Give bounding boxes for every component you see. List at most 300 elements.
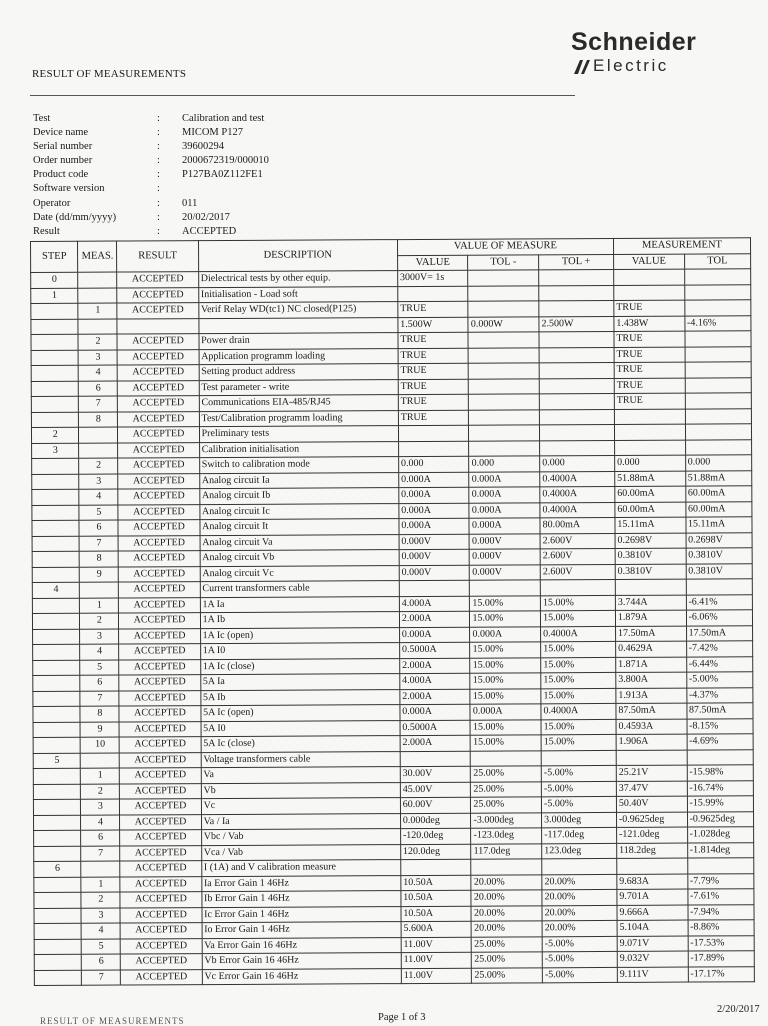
cell-m-value: 9.701A [617, 889, 688, 905]
cell-tol-plus: 0.4000A [540, 486, 615, 502]
cell-m-value [617, 858, 688, 874]
cell-m-value: TRUE [614, 393, 685, 409]
cell-tol-plus [539, 409, 614, 425]
cell-tol-minus [468, 301, 539, 317]
cell-result: ACCEPTED [119, 628, 200, 644]
cell-value: 2.000A [399, 611, 470, 627]
cell-meas: 3 [81, 908, 120, 924]
info-value: MICOM P127 [182, 127, 243, 139]
cell-tol-minus [468, 285, 539, 301]
cell-tol-plus: -5.00% [542, 951, 617, 967]
cell-result: ACCEPTED [118, 520, 199, 536]
cell-value: 3000V= 1s [397, 270, 468, 286]
table-row [34, 966, 754, 985]
cell-result: ACCEPTED [119, 675, 200, 691]
cell-tol-minus: 25.00% [472, 967, 543, 983]
info-label: Test [33, 113, 51, 124]
cell-step [31, 365, 79, 381]
cell-step [34, 892, 82, 908]
cell-tol-minus: 20.00% [471, 890, 542, 906]
cell-tol-plus: 0.4000A [540, 471, 615, 487]
info-value: 2000672319/000010 [182, 155, 269, 167]
cell-result [117, 318, 198, 334]
cell-step [34, 970, 82, 986]
footer-date: 2/20/2017 [717, 1004, 760, 1015]
cell-value: 30.00V [400, 766, 471, 782]
cell-tol-plus [539, 331, 614, 347]
cell-tol-plus: 15.00% [541, 610, 616, 626]
cell-m-tol [685, 424, 752, 440]
cell-step: 0 [31, 272, 79, 288]
cell-step [32, 474, 80, 490]
cell-m-value [614, 424, 685, 440]
cell-meas: 2 [79, 458, 118, 474]
cell-value: 45.00V [400, 782, 471, 798]
cell-m-value: 37.47V [616, 781, 687, 797]
cell-value: 0.000A [400, 704, 471, 720]
cell-tol-minus: 117.0deg [471, 843, 542, 859]
info-colon: : [157, 141, 160, 153]
cell-result: ACCEPTED [121, 954, 202, 970]
cell-description: Test/Calibration programm loading [199, 410, 398, 427]
cell-result: ACCEPTED [119, 551, 200, 567]
cell-tol-minus: 25.00% [471, 766, 542, 782]
cell-description: Analog circuit Va [200, 534, 399, 551]
cell-result: ACCEPTED [120, 814, 201, 830]
cell-value: 11.00V [401, 968, 472, 984]
cell-step [31, 319, 79, 335]
cell-tol-minus [469, 347, 540, 363]
cell-m-value: 0.000 [615, 455, 686, 471]
cell-tol-minus [469, 425, 540, 441]
cell-step: 1 [31, 288, 79, 304]
cell-tol-minus [469, 378, 540, 394]
cell-tol-plus: 15.00% [541, 719, 616, 735]
header-tol-minus: TOL - [468, 254, 539, 270]
cell-tol-minus [468, 332, 539, 348]
cell-result: ACCEPTED [120, 783, 201, 799]
cell-result: ACCEPTED [118, 535, 199, 551]
info-row [33, 154, 269, 168]
info-label: Order number [33, 155, 93, 167]
cell-step [32, 458, 80, 474]
cell-meas: 1 [80, 598, 119, 614]
cell-tol-plus: 2.600V [540, 548, 615, 564]
cell-result: ACCEPTED [119, 597, 200, 613]
cell-tol-minus: 0.000A [469, 487, 540, 503]
cell-m-tol: -8.86% [688, 920, 755, 936]
schneider-logo [571, 28, 751, 80]
info-row [33, 211, 269, 225]
cell-description: Analog circuit It [200, 519, 399, 536]
cell-step [33, 660, 81, 676]
cell-m-tol: -1.028deg [687, 827, 754, 843]
cell-tol-minus [470, 580, 541, 596]
info-colon: : [157, 155, 160, 167]
cell-tol-plus [539, 269, 614, 285]
cell-description: Va Error Gain 16 46Hz [202, 937, 401, 954]
cell-m-value: -121.0deg [617, 827, 688, 843]
cell-tol-minus: 0.000A [469, 471, 540, 487]
cell-value: 0.000V [399, 534, 470, 550]
cell-m-value: 51.88mA [615, 471, 686, 487]
cell-meas: 6 [80, 675, 119, 691]
cell-step [32, 520, 80, 536]
info-label: Product code [33, 169, 89, 181]
cell-m-tol: -6.44% [686, 656, 753, 672]
cell-step [31, 334, 79, 350]
cell-step [34, 939, 82, 955]
cell-m-tol: -7.94% [688, 904, 755, 920]
info-value: ACCEPTED [182, 225, 237, 237]
cell-description: 5A I0 [201, 720, 400, 737]
header-result: RESULT [117, 241, 198, 272]
cell-result: ACCEPTED [119, 613, 200, 629]
cell-value: TRUE [398, 363, 469, 379]
cell-m-tol [685, 346, 752, 362]
cell-value: 4.000A [399, 596, 470, 612]
cell-step [33, 722, 81, 738]
cell-value: TRUE [398, 348, 469, 364]
cell-result: ACCEPTED [120, 907, 201, 923]
cell-tol-minus: 15.00% [471, 735, 542, 751]
cell-step [33, 691, 81, 707]
cell-description [198, 317, 397, 334]
cell-m-value: 1.906A [616, 734, 687, 750]
info-colon: : [157, 197, 160, 209]
cell-tol-plus [539, 300, 614, 316]
cell-step [34, 815, 82, 831]
cell-step [33, 629, 81, 645]
cell-tol-plus [542, 858, 617, 874]
cell-description: Communications EIA-485/RJ45 [199, 395, 398, 412]
cell-meas: 10 [81, 737, 120, 753]
cell-m-tol: -6.41% [686, 594, 753, 610]
cell-m-value: 0.3810V [615, 564, 686, 580]
info-colon: : [157, 127, 160, 139]
cell-m-value: 15.11mA [615, 517, 686, 533]
cell-tol-minus [471, 859, 542, 875]
cell-m-tol: 0.2698V [686, 532, 753, 548]
cell-m-tol [685, 377, 752, 393]
info-row [33, 182, 269, 196]
cell-tol-minus: 25.00% [472, 952, 543, 968]
cell-meas: 6 [79, 520, 118, 536]
cell-description: Vc [201, 798, 400, 815]
cell-m-tol: -17.53% [688, 935, 755, 951]
cell-result: ACCEPTED [118, 489, 199, 505]
cell-m-value: 50.40V [616, 796, 687, 812]
cell-tol-plus: 15.00% [541, 641, 616, 657]
info-value: Calibration and test [182, 113, 265, 124]
cell-tol-plus: 0.000 [540, 455, 615, 471]
cell-description: Setting product address [199, 364, 398, 381]
cell-tol-plus: 20.00% [542, 905, 617, 921]
cell-tol-minus: 15.00% [470, 719, 541, 735]
cell-value [398, 425, 469, 441]
cell-description: 5A Ib [200, 689, 399, 706]
cell-tol-plus [539, 347, 614, 363]
cell-result: ACCEPTED [120, 752, 201, 768]
cell-m-tol [685, 393, 752, 409]
cell-step [34, 846, 82, 862]
cell-meas: 4 [82, 923, 121, 939]
cell-meas [78, 319, 117, 335]
cell-value [401, 859, 472, 875]
schneider-mark-icon [571, 58, 591, 76]
cell-meas [81, 861, 120, 877]
cell-description: Va / Ia [201, 813, 400, 830]
cell-result: ACCEPTED [119, 659, 200, 675]
cell-meas: 4 [80, 644, 119, 660]
cell-step [32, 489, 80, 505]
cell-m-tol: -17.17% [688, 966, 755, 982]
cell-m-tol: -7.61% [687, 889, 754, 905]
cell-meas: 9 [80, 722, 119, 738]
info-row [33, 112, 269, 126]
cell-tol-minus: 15.00% [470, 657, 541, 673]
cell-m-tol: 0.000 [685, 455, 752, 471]
cell-step [32, 613, 80, 629]
cell-meas: 8 [80, 706, 119, 722]
cell-step [33, 644, 81, 660]
cell-meas [78, 288, 117, 304]
info-value: 39600294 [182, 141, 224, 153]
cell-tol-minus: 15.00% [470, 688, 541, 704]
header-description: DESCRIPTION [198, 240, 397, 272]
cell-m-tol [686, 579, 753, 595]
cell-description: Ib Error Gain 1 46Hz [202, 891, 401, 908]
cell-m-tol: 17.50mA [686, 625, 753, 641]
info-row [33, 225, 269, 239]
cell-value: 120.0deg [400, 844, 471, 860]
cell-tol-minus: 0.000V [469, 533, 540, 549]
cell-description: Va [201, 767, 400, 784]
cell-value: 0.5000A [399, 642, 470, 658]
cell-m-value: 1.913A [616, 688, 687, 704]
cell-meas: 3 [79, 350, 118, 366]
cell-result: ACCEPTED [120, 876, 201, 892]
cell-result: ACCEPTED [118, 396, 199, 412]
cell-meas: 7 [82, 970, 121, 986]
cell-description: Preliminary tests [199, 426, 398, 443]
cell-tol-minus: -3.000deg [471, 812, 542, 828]
cell-tol-plus: -5.00% [542, 936, 617, 952]
cell-result: ACCEPTED [119, 644, 200, 660]
cell-tol-minus [471, 750, 542, 766]
cell-tol-plus: -5.00% [542, 967, 617, 983]
cell-tol-plus: 20.00% [542, 920, 617, 936]
cell-m-tol: -17.89% [688, 951, 755, 967]
cell-value: 11.00V [401, 952, 472, 968]
header-m-tol: TOL [684, 253, 751, 269]
measurement-table [30, 237, 755, 986]
cell-m-value: 9.071V [617, 936, 688, 952]
header-step: STEP [31, 241, 79, 272]
cell-result: ACCEPTED [121, 969, 202, 985]
cell-description: Analog circuit Ic [199, 503, 398, 520]
cell-description: 1A Ia [200, 596, 399, 613]
cell-tol-plus: 123.0deg [542, 843, 617, 859]
table-body [31, 269, 755, 986]
cell-tol-minus: 0.000W [468, 316, 539, 332]
cell-step [31, 396, 79, 412]
cell-m-value: 9.666A [617, 905, 688, 921]
cell-value: 2.000A [400, 689, 471, 705]
cell-m-value: TRUE [614, 331, 685, 347]
cell-description: Ia Error Gain 1 46Hz [201, 875, 400, 892]
cell-tol-minus: 0.000A [469, 518, 540, 534]
info-row [33, 168, 269, 182]
logo-brand: Schneider [571, 28, 697, 56]
info-label: Operator [33, 197, 71, 209]
cell-tol-plus [539, 393, 614, 409]
cell-tol-minus [469, 409, 540, 425]
cell-tol-plus [540, 579, 615, 595]
cell-step [34, 877, 82, 893]
cell-m-tol [684, 269, 751, 285]
cell-m-value: 0.4629A [616, 641, 687, 657]
cell-meas: 2 [81, 784, 120, 800]
cell-tol-plus: 2.500W [539, 316, 614, 332]
cell-m-value [614, 409, 685, 425]
cell-tol-plus: 2.600V [540, 533, 615, 549]
cell-tol-minus: 25.00% [472, 936, 543, 952]
cell-description: 1A I0 [200, 643, 399, 660]
cell-value: 5.600A [401, 921, 472, 937]
cell-m-tol [685, 331, 752, 347]
cell-step [34, 923, 82, 939]
cell-step: 2 [31, 427, 79, 443]
cell-meas: 4 [79, 489, 118, 505]
cell-tol-minus: 15.00% [470, 642, 541, 658]
cell-m-tol: -1.814deg [687, 842, 754, 858]
cell-meas: 5 [79, 505, 118, 521]
cell-result: ACCEPTED [117, 303, 198, 319]
cell-meas [78, 272, 117, 288]
cell-step [31, 412, 79, 428]
cell-description: Analog circuit Ib [199, 488, 398, 505]
cell-tol-minus [469, 394, 540, 410]
cell-m-tol [687, 858, 754, 874]
cell-tol-plus [539, 285, 614, 301]
cell-m-tol: -0.9625deg [687, 811, 754, 827]
cell-value: 0.000A [399, 503, 470, 519]
cell-m-value: 0.2698V [615, 533, 686, 549]
cell-m-tol: -4.16% [684, 315, 751, 331]
cell-m-tol: 87.50mA [686, 703, 753, 719]
cell-m-value: 3.744A [615, 595, 686, 611]
cell-value: 0.000A [399, 472, 470, 488]
cell-tol-plus: -117.0deg [542, 827, 617, 843]
cell-m-tol: -4.37% [686, 687, 753, 703]
cell-meas: 1 [81, 877, 120, 893]
cell-value: 0.000A [399, 518, 470, 534]
cell-tol-minus: 0.000A [470, 704, 541, 720]
cell-m-tol [684, 284, 751, 300]
cell-step [34, 830, 82, 846]
cell-description: Ic Error Gain 1 46Hz [202, 906, 401, 923]
cell-tol-minus [469, 363, 540, 379]
cell-m-value: 0.3810V [615, 548, 686, 564]
cell-step [32, 536, 80, 552]
header-m-value: VALUE [613, 254, 684, 270]
cell-step: 4 [32, 582, 80, 598]
cell-meas: 3 [81, 799, 120, 815]
cell-step [33, 737, 81, 753]
cell-description: Verif Relay WD(tc1) NC closed(P125) [198, 302, 397, 319]
cell-description: Initialisation - Load soft [198, 286, 397, 303]
cell-m-value [614, 440, 685, 456]
cell-tol-plus: 0.4000A [541, 703, 616, 719]
cell-result: ACCEPTED [118, 427, 199, 443]
cell-description: 5A Ic (close) [201, 736, 400, 753]
cell-tol-minus: 20.00% [471, 905, 542, 921]
cell-tol-plus: 0.4000A [540, 502, 615, 518]
info-label: Date (dd/mm/yyyy) [33, 211, 117, 223]
cell-description: 5A Ia [200, 674, 399, 691]
cell-step [31, 381, 79, 397]
cell-description: Io Error Gain 1 46Hz [202, 922, 401, 939]
cell-value: 10.50A [401, 890, 472, 906]
cell-description: Test parameter - write [199, 379, 398, 396]
info-colon: : [157, 183, 160, 195]
cell-tol-plus: -5.00% [541, 796, 616, 812]
cell-m-tol: -15.99% [687, 796, 754, 812]
cell-tol-minus: 15.00% [470, 611, 541, 627]
cell-result: ACCEPTED [118, 504, 199, 520]
cell-meas [79, 427, 118, 443]
cell-tol-plus: 15.00% [540, 595, 615, 611]
cell-value: TRUE [398, 301, 469, 317]
cell-meas: 4 [81, 815, 120, 831]
cell-result: ACCEPTED [117, 272, 198, 288]
cell-m-value: 5.104A [617, 920, 688, 936]
cell-step: 3 [32, 443, 80, 459]
cell-result: ACCEPTED [118, 458, 199, 474]
cell-result: ACCEPTED [119, 582, 200, 598]
cell-value: 10.50A [401, 906, 472, 922]
cell-tol-minus: 0.000V [470, 549, 541, 565]
cell-m-tol: -5.00% [686, 672, 753, 688]
cell-meas: 1 [81, 768, 120, 784]
cell-tol-minus: 25.00% [471, 781, 542, 797]
cell-value: 0.000V [399, 565, 470, 581]
cell-meas: 7 [80, 691, 119, 707]
cell-m-value: 17.50mA [615, 626, 686, 642]
cell-tol-plus: 3.000deg [542, 812, 617, 828]
cell-m-tol [685, 439, 752, 455]
cell-step [32, 598, 80, 614]
cell-value: 2.000A [400, 658, 471, 674]
cell-step: 5 [33, 753, 81, 769]
info-label: Serial number [33, 141, 93, 153]
cell-meas [79, 443, 118, 459]
cell-tol-plus [541, 750, 616, 766]
cell-step [33, 706, 81, 722]
cell-meas: 6 [81, 830, 120, 846]
cell-value: 0.5000A [400, 720, 471, 736]
header-value: VALUE [397, 255, 468, 271]
info-colon: : [157, 113, 160, 124]
info-row [33, 126, 269, 140]
cell-m-tol: -6.06% [686, 610, 753, 626]
logo-sub: Electric [593, 56, 669, 75]
cell-value [399, 580, 470, 596]
cell-result: ACCEPTED [117, 287, 198, 303]
cell-value: 0.000V [399, 549, 470, 565]
cell-result: ACCEPTED [118, 442, 199, 458]
